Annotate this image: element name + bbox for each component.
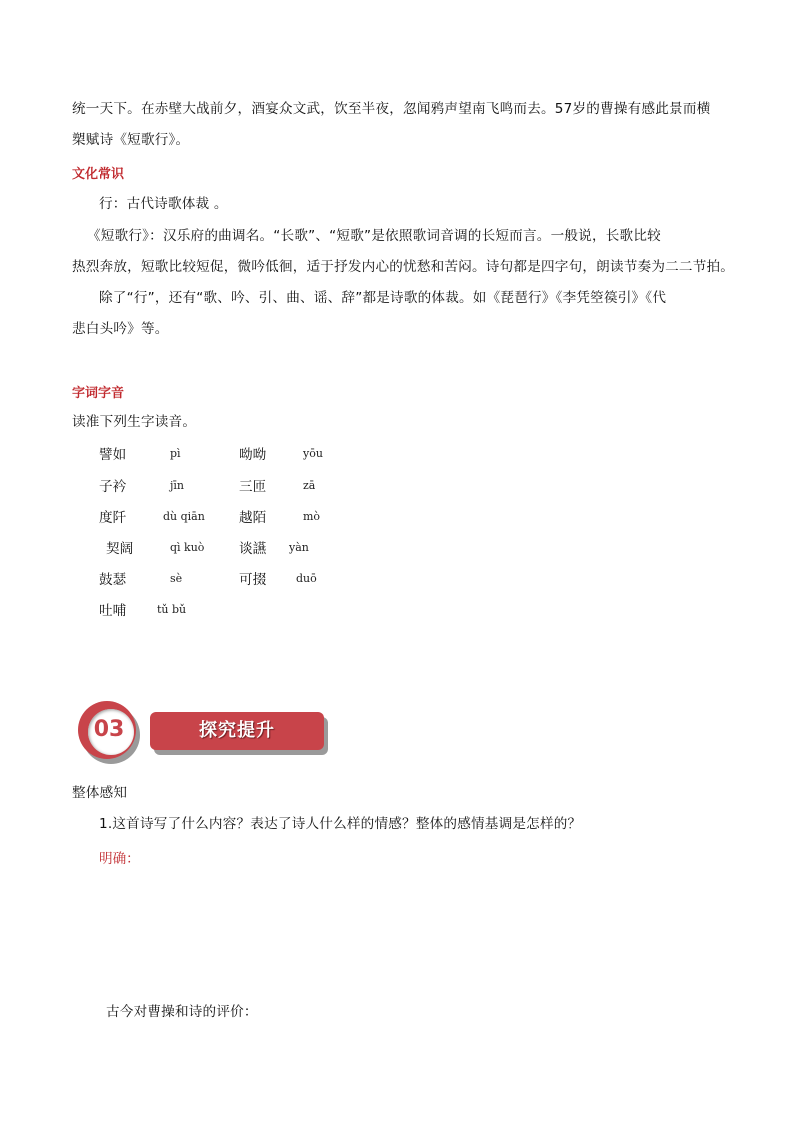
- word-pinyin: jīn: [170, 479, 185, 492]
- section-banner: [76, 700, 331, 762]
- section-title: 探究提升: [199, 720, 275, 741]
- intro-line-1: 统一天下。在赤壁大战前夕，酒宴众文武，饮至半夜，忽闻鸦声望南飞鸣而去。57岁的曹操有感此景而横: [72, 101, 711, 117]
- word-pinyin: duō: [296, 572, 317, 585]
- culture-paragraph-3-line-1: 除了“行”，还有“歌、吟、引、曲、谣、辞”都是诗歌的体裁。如《琵琶行》《李凭箜篌引》《代: [99, 290, 667, 306]
- culture-paragraph-3-line-2: 悲白头吟》等。: [72, 321, 169, 337]
- intro-line-2: 槊赋诗《短歌行》。: [72, 132, 190, 148]
- word-pinyin: pì: [170, 447, 181, 460]
- word-term: 三匝: [239, 479, 267, 495]
- culture-paragraph-1: 行：古代诗歌体裁 。: [99, 196, 228, 212]
- word-pinyin: yàn: [289, 541, 309, 554]
- word-term: 呦呦: [239, 447, 267, 463]
- word-term: 度阡: [99, 510, 127, 526]
- answer-label: 明确：: [99, 851, 140, 867]
- word-term: 鼓瑟: [99, 572, 127, 588]
- word-term: 譬如: [99, 447, 127, 463]
- word-pinyin: tǔ bǔ: [157, 603, 187, 616]
- word-term: 子衿: [99, 479, 127, 495]
- word-pinyin: mò: [303, 510, 321, 523]
- word-term: 可掇: [239, 572, 267, 588]
- word-pinyin: sè: [170, 572, 183, 585]
- word-term: 谈讌: [239, 541, 267, 557]
- culture-paragraph-2-line-2: 热烈奔放，短歌比较短促，微吟低徊，适于抒发内心的忧愁和苦闷。诗句都是四字句，朗读节奏为二二节拍。: [72, 259, 735, 275]
- question-1: 1.这首诗写了什么内容？表达了诗人什么样的情感？整体的感情基调是怎样的？: [99, 816, 582, 832]
- evaluation-prompt: 古今对曹操和诗的评价：: [106, 1004, 258, 1020]
- culture-paragraph-2-line-1: 《短歌行》：汉乐府的曲调名。“长歌”、“短歌”是依照歌词音调的长短而言。一般说，长歌比较: [87, 228, 661, 244]
- overall-heading: 整体感知: [72, 785, 128, 801]
- word-pinyin: qì kuò: [170, 541, 205, 554]
- word-term: 越陌: [239, 510, 267, 526]
- word-term: 吐哺: [99, 603, 127, 619]
- word-pinyin: zā: [303, 479, 316, 492]
- words-instruction: 读准下列生字读音。: [72, 414, 197, 430]
- culture-heading: 文化常识: [72, 167, 125, 182]
- section-number: 03: [93, 717, 125, 742]
- word-term: 契阔: [106, 541, 134, 557]
- word-pinyin: yōu: [303, 447, 323, 460]
- words-heading: 字词字音: [72, 386, 125, 401]
- word-pinyin: dù qiān: [163, 510, 205, 523]
